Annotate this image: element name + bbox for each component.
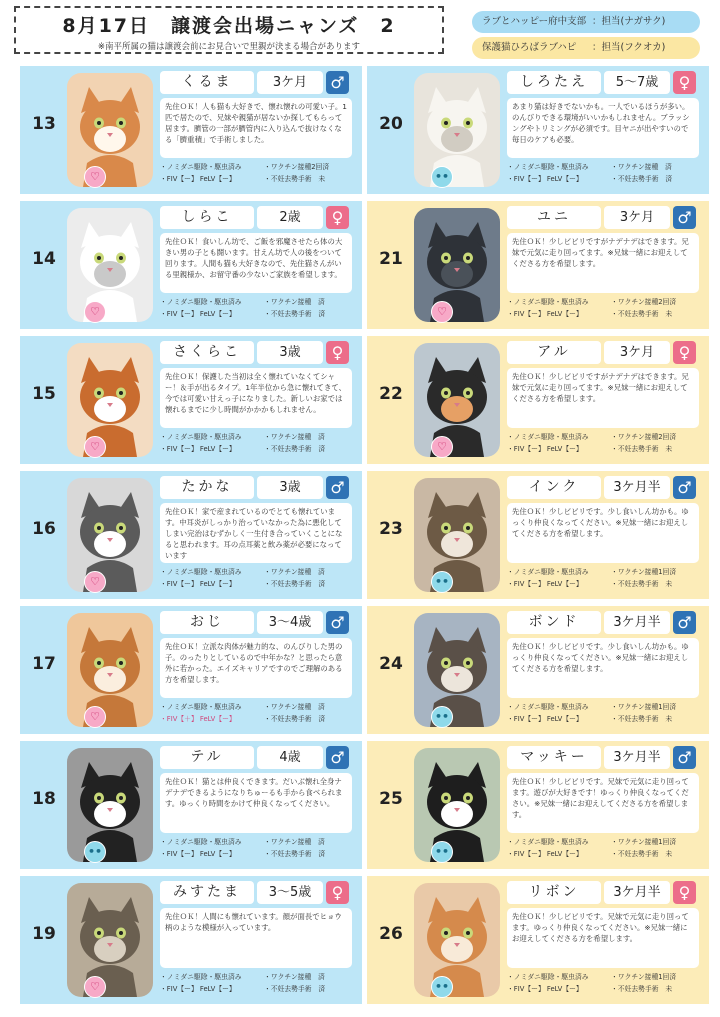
info-vaccine: ・ワクチン接種 済 [264,433,325,441]
cat-health-info [160,296,352,320]
male-icon: ♂ [673,476,696,499]
cat-age: 3ケ月半 [604,476,670,499]
cat-name: くるま [160,71,254,94]
cat-photo [67,613,153,727]
cat-health-info [160,701,352,725]
cat-number: 20 [379,114,403,134]
cat-number: 16 [32,519,56,539]
female-icon: ♀ [326,341,349,364]
info-vaccine: ・ワクチン接種 済 [264,703,325,711]
info-vaccine: ・ワクチン接種 済 [611,163,672,171]
cat-description: あまり猫は好きでないかも。一人でいるほうが多い。のんびりできる環境がいいかもしれません。ブラッシングやトリミングが必須です。目ヤニが出やすいので毎日のケアも必要。 [507,98,699,158]
cat-name: さくらこ [160,341,254,364]
cat-health-info [507,161,699,185]
cat-number: 26 [379,924,403,944]
cat-card [20,876,362,1004]
info-vaccine: ・ワクチン接種 済 [264,973,325,981]
cat-name: テル [160,746,254,769]
info-vaccine: ・ワクチン接種 済 [264,568,325,576]
mood-face-icon: ♡ [84,166,106,188]
male-icon: ♂ [326,746,349,769]
mood-face-icon: ♡ [431,301,453,323]
cat-photo [414,613,500,727]
cat-photo [414,748,500,862]
info-parasite: ・ノミダニ駆除・駆虫済み [507,163,589,171]
cat-description: 先住ＯＫ！人間にも懐れています。顔が面長でヒョウ柄のような模様が入っています。 [160,908,352,968]
info-parasite: ・ノミダニ駆除・駆虫済み [160,163,242,171]
page-title: 8月17日 譲渡会出場ニャンズ 2 [62,15,396,37]
legend-org: ラブとハッピー府中支部 [482,16,587,27]
cat-health-info [507,566,699,590]
cat-name: ボンド [507,611,601,634]
cat-card [20,741,362,869]
info-neuter: ・不妊去勢手術 済 [264,985,326,993]
cat-card [20,606,362,734]
info-vaccine: ・ワクチン接種2回済 [264,163,330,171]
cat-number: 23 [379,519,403,539]
cat-name: ユニ [507,206,601,229]
cat-card [367,66,709,194]
cat-name: たかな [160,476,254,499]
info-neuter: ・不妊去勢手術 未 [611,445,673,453]
cat-photo [67,73,153,187]
cat-number: 22 [379,384,403,404]
mood-face-icon: •• [431,571,453,593]
info-fiv: ・FIV【ー】 FeLV【ー】 [160,445,236,453]
cat-age: 5～7歳 [604,71,670,94]
page-subtitle: ※南平所属の猫は譲渡会前にお見合いで里親が決まる場合があります [97,42,361,52]
cat-health-info [160,431,352,455]
cat-card [20,336,362,464]
cat-name: みすたま [160,881,254,904]
cat-name: しろたえ [507,71,601,94]
mood-face-icon: •• [431,166,453,188]
info-parasite: ・ノミダニ駆除・駆虫済み [160,703,242,711]
female-icon: ♀ [326,881,349,904]
cat-age: 3歳 [257,476,323,499]
cat-age: 3ケ月半 [604,746,670,769]
info-fiv: ・FIV【ー】 FeLV【ー】 [160,580,236,588]
cat-number: 21 [379,249,403,269]
mood-face-icon: •• [431,841,453,863]
cat-number: 25 [379,789,403,809]
cat-number: 18 [32,789,56,809]
info-neuter: ・不妊去勢手術 未 [611,985,673,993]
female-icon: ♀ [673,341,696,364]
cat-photo [414,208,500,322]
cat-health-info [160,971,352,995]
legend-fuchu [472,11,700,33]
cat-name: リボン [507,881,601,904]
cat-description: 先住ＯＫ！少しビビリですがナデナデはできます。兄妹で元気に走り回ってます。※兄妹一緒にお迎えしてくださる方を希望します。 [507,368,699,428]
cat-card [367,201,709,329]
cat-description: 先住ＯＫ！人も猫も大好きで、懐れ懐れの可愛い子。1匹で居たので、兄妹や親猫が居ないか探してもらって居ます。臍管の一部が臍管内に入り込んで抜けなくなる「臍重積」で手術しました。 [160,98,352,158]
info-vaccine: ・ワクチン接種 済 [264,838,325,846]
cat-card [20,66,362,194]
info-fiv: ・FIV【ー】 FeLV【ー】 [507,715,583,723]
legend-assign: ：担当(フクオカ) [592,42,666,53]
cat-age: 2歳 [257,206,323,229]
info-parasite: ・ノミダニ駆除・駆虫済み [160,973,242,981]
cat-description: 先住ＯＫ！少しビビリです。少し食いしん坊かも。ゆっくり仲良くなってください。※兄妹一緒にお迎えしてくださる方を希望します。 [507,503,699,563]
info-fiv: ・FIV【＋】 FeLV【ー】 [160,715,236,723]
mood-face-icon: ♡ [431,436,453,458]
cat-age: 3ケ月 [604,341,670,364]
info-fiv: ・FIV【ー】 FeLV【ー】 [507,580,583,588]
info-fiv: ・FIV【ー】 FeLV【ー】 [507,445,583,453]
cat-name: アル [507,341,601,364]
info-parasite: ・ノミダニ駆除・駆虫済み [507,703,589,711]
cat-card [367,741,709,869]
cat-card [20,201,362,329]
cat-description: 先住ＯＫ！猫とは仲良くできます。だいぶ懐れ全身ナデナデできるようになりちゅーるも手から食べられます。ゆっくり時間をかけて仲良くなってください。 [160,773,352,833]
info-vaccine: ・ワクチン接種2回済 [611,298,677,306]
legend-assign: ：担当(ナガサク) [592,16,666,27]
cat-photo [414,883,500,997]
cat-photo [67,343,153,457]
info-fiv: ・FIV【ー】 FeLV【ー】 [507,850,583,858]
info-fiv: ・FIV【ー】 FeLV【ー】 [507,310,583,318]
cat-number: 19 [32,924,56,944]
info-parasite: ・ノミダニ駆除・駆虫済み [507,433,589,441]
cat-card [367,336,709,464]
info-vaccine: ・ワクチン接種1回済 [611,973,677,981]
info-neuter: ・不妊去勢手術 未 [611,715,673,723]
cat-description: 先住ＯＫ！少しビビリです。兄妹で元気に走り回ってます。遊びが大好きです！ゆっくり仲良くなってください。※兄妹一緒にお迎えしてくださる方を希望します。 [507,773,699,833]
cat-card [367,471,709,599]
info-neuter: ・不妊去勢手術 未 [611,580,673,588]
info-parasite: ・ノミダニ駆除・駆虫済み [160,433,242,441]
cat-photo [414,478,500,592]
cat-age: 4歳 [257,746,323,769]
legend-hiroba [472,37,700,59]
info-neuter: ・不妊去勢手術 未 [264,175,326,183]
male-icon: ♂ [326,611,349,634]
male-icon: ♂ [326,71,349,94]
cat-health-info [507,836,699,860]
info-parasite: ・ノミダニ駆除・駆虫済み [507,973,589,981]
mood-face-icon: ♡ [84,571,106,593]
cat-description: 先住ＯＫ！少しビビリですがナデナデはできます。兄妹で元気に走り回ってます。※兄妹一緒にお迎えしてくださる方を希望します。 [507,233,699,293]
mood-face-icon: ♡ [84,976,106,998]
cat-age: 3ケ月 [604,206,670,229]
female-icon: ♀ [673,71,696,94]
legend-org: 保護猫ひろばラブハピ [482,42,577,53]
info-fiv: ・FIV【ー】 FeLV【ー】 [160,310,236,318]
info-neuter: ・不妊去勢手術 済 [264,445,326,453]
info-vaccine: ・ワクチン接種 済 [264,298,325,306]
cat-health-info [160,836,352,860]
cat-number: 13 [32,114,56,134]
cat-photo [67,208,153,322]
info-neuter: ・不妊去勢手術 済 [264,715,326,723]
info-neuter: ・不妊去勢手術 済 [264,850,326,858]
info-vaccine: ・ワクチン接種2回済 [611,433,677,441]
cat-health-info [507,431,699,455]
cat-age: 3ケ月半 [604,881,670,904]
info-neuter: ・不妊去勢手術 未 [611,310,673,318]
cat-health-info [160,566,352,590]
cat-description: 先住ＯＫ！少しビビリです。兄妹で元気に走り回ってます。ゆっくり仲良くなってください。※兄妹一緒にお迎えしてくださる方を希望します。 [507,908,699,968]
cat-health-info [160,161,352,185]
cat-card [367,606,709,734]
male-icon: ♂ [326,476,349,499]
info-parasite: ・ノミダニ駆除・駆虫済み [160,838,242,846]
male-icon: ♂ [673,611,696,634]
mood-face-icon: •• [431,976,453,998]
mood-face-icon: •• [431,706,453,728]
cat-health-info [507,296,699,320]
cat-name: しらこ [160,206,254,229]
info-fiv: ・FIV【ー】 FeLV【ー】 [160,850,236,858]
info-parasite: ・ノミダニ駆除・駆虫済み [507,298,589,306]
cat-age: 3歳 [257,341,323,364]
male-icon: ♂ [673,206,696,229]
cat-description: 先住ＯＫ！立派な肉体が魅力的な、のんびりした男の子。のったりとしているので中年かな？と思ったら意外に若かった。エイズキャリアですのでご理解のある方を希望します。 [160,638,352,698]
mood-face-icon: ♡ [84,436,106,458]
cat-age: 3ケ月 [257,71,323,94]
info-neuter: ・不妊去勢手術 未 [611,850,673,858]
info-fiv: ・FIV【ー】 FeLV【ー】 [507,175,583,183]
info-fiv: ・FIV【ー】 FeLV【ー】 [160,175,236,183]
info-fiv: ・FIV【ー】 FeLV【ー】 [507,985,583,993]
info-vaccine: ・ワクチン接種1回済 [611,703,677,711]
info-vaccine: ・ワクチン接種1回済 [611,568,677,576]
cat-photo [414,343,500,457]
info-fiv: ・FIV【ー】 FeLV【ー】 [160,985,236,993]
cat-photo [67,748,153,862]
cat-description: 先住ＯＫ！保護した当初は全く懐れていなくてシャー！＆手が出るタイプ。1年半位から急に懐れてきて、今では可愛い甘えっ子になりました。新しいお家では懐れるまでに少し時間がかかかもしれません。 [160,368,352,428]
mood-face-icon: ♡ [84,706,106,728]
cat-name: インク [507,476,601,499]
male-icon: ♂ [673,746,696,769]
cat-number: 14 [32,249,56,269]
info-parasite: ・ノミダニ駆除・駆虫済み [160,568,242,576]
cat-health-info [507,701,699,725]
mood-face-icon: •• [84,841,106,863]
cat-photo [67,478,153,592]
cat-number: 17 [32,654,56,674]
cat-name: マッキー [507,746,601,769]
info-parasite: ・ノミダニ駆除・駆虫済み [160,298,242,306]
cat-health-info [507,971,699,995]
female-icon: ♀ [326,206,349,229]
cat-description: 先住ＯＫ！家で産まれているのでとても懐れています。中耳炎がしっかり治っていなかった為に悪化してしまい完治はむずかしく一生付き合っていくことになると思われます。耳の点耳薬と飲み薬が必要になっています [160,503,352,563]
female-icon: ♀ [673,881,696,904]
cat-photo [414,73,500,187]
cat-photo [67,883,153,997]
info-neuter: ・不妊去勢手術 済 [264,310,326,318]
cat-card [367,876,709,1004]
mood-face-icon: ♡ [84,301,106,323]
cat-name: おじ [160,611,254,634]
info-parasite: ・ノミダニ駆除・駆虫済み [507,838,589,846]
info-vaccine: ・ワクチン接種1回済 [611,838,677,846]
cat-age: 3ケ月半 [604,611,670,634]
cat-age: 3～5歳 [257,881,323,904]
info-neuter: ・不妊去勢手術 済 [264,580,326,588]
info-neuter: ・不妊去勢手術 済 [611,175,673,183]
cat-card [20,471,362,599]
cat-description: 先住ＯＫ！少しビビリです。少し食いしん坊かも。ゆっくり仲良くなってください。※兄妹一緒にお迎えしてくださる方を希望します。 [507,638,699,698]
cat-number: 15 [32,384,56,404]
cat-number: 24 [379,654,403,674]
cat-age: 3～4歳 [257,611,323,634]
page-header [14,6,444,54]
info-parasite: ・ノミダニ駆除・駆虫済み [507,568,589,576]
cat-description: 先住ＯＫ！食いしん坊で、ご飯を邪魔させたら体の大きい男の子とも闘います。甘えん坊で人の後をついて回ります。人間も猫も大好きなので、先住猫さんがいる里親様か、お留守番の少ないご家族を希望します。 [160,233,352,293]
